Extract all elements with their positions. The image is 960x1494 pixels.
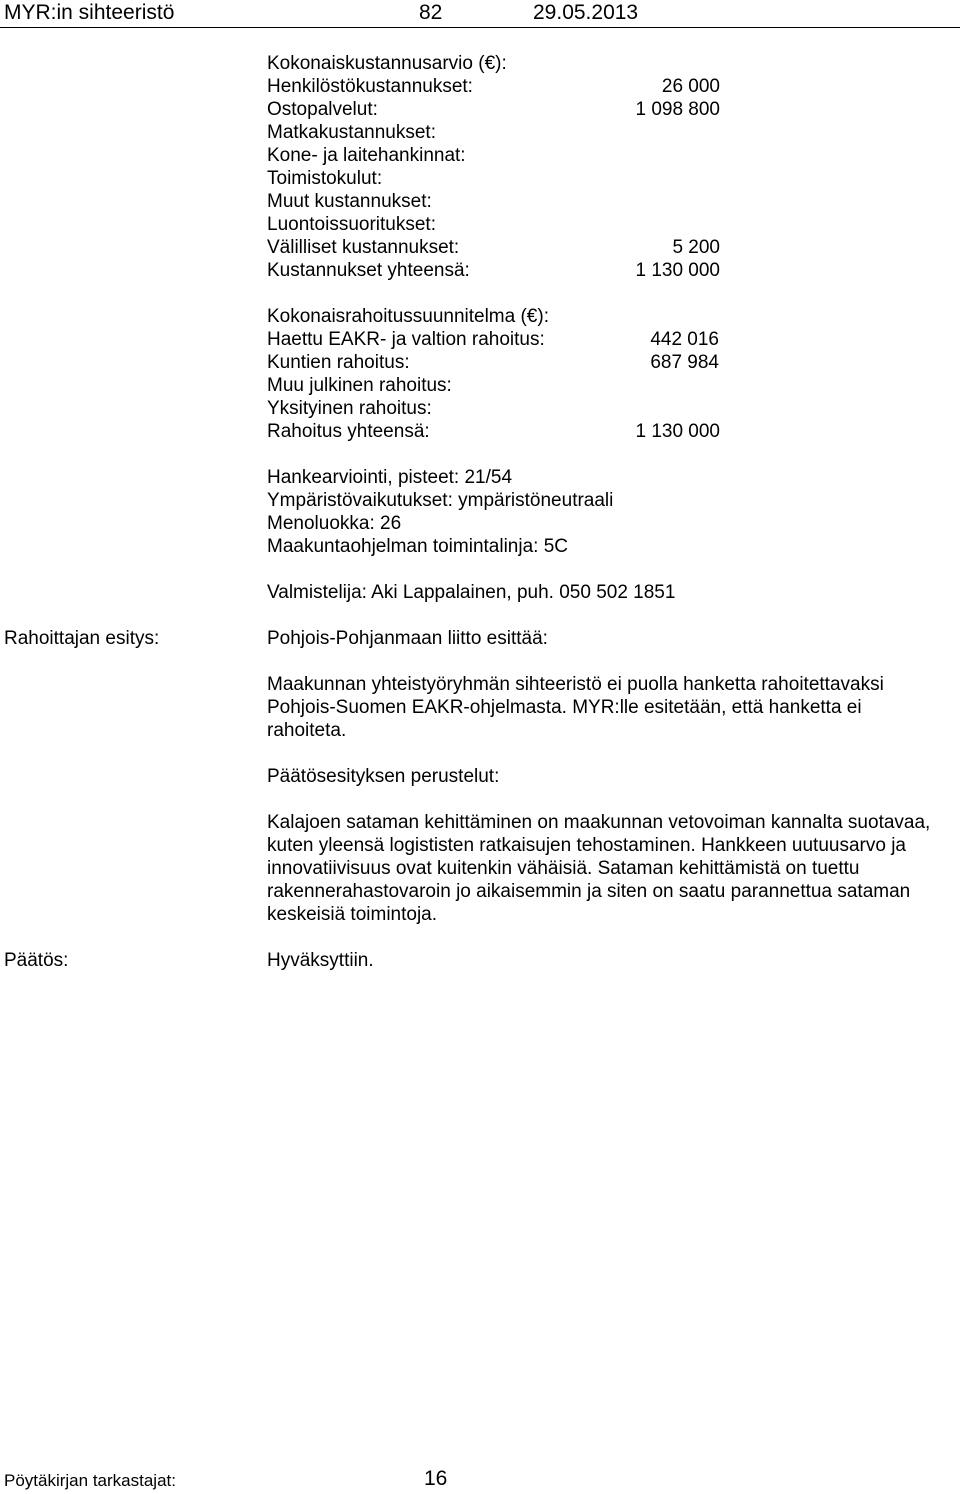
funding-label: Muu julkinen rahoitus: [267, 375, 452, 396]
info-line: Hankearviointi, pisteet: 21/54 [267, 467, 513, 488]
cost-label: Ostopalvelut: [267, 99, 378, 120]
costs-title: Kokonaiskustannusarvio (€): [267, 53, 507, 74]
cost-label: Toimistokulut: [267, 168, 383, 189]
proposal-intro: Pohjois-Pohjanmaan liitto esittää: [267, 628, 548, 649]
header-org: MYR:in sihteeristö [4, 1, 175, 24]
decision-label: Päätös: [4, 950, 69, 971]
info-line: Ympäristövaikutukset: ympäristöneutraali [267, 490, 614, 511]
proposal-label: Rahoittajan esitys: [4, 628, 160, 649]
info-line: Menoluokka: 26 [267, 513, 402, 534]
cost-row [267, 167, 720, 190]
funding-row [267, 328, 720, 351]
funding-value: 1 130 000 [635, 421, 720, 442]
header-divider [0, 27, 960, 28]
funding-label: Rahoitus yhteensä: [267, 421, 430, 442]
cost-label: Kone- ja laitehankinnat: [267, 145, 466, 166]
cost-value: 5 200 [672, 237, 720, 258]
footer-page-number: 16 [424, 1467, 448, 1490]
reasons-text: Kalajoen sataman kehittäminen on maakunnan vetovoiman kannalta suotavaa, kuten yleensä logististen ratkaisujen tehostaminen. Hankkeen uutuusarvo ja innovatiivisuus ovat kuitenkin vähäisiä. Sataman kehittämistä on tuettu rakennerahastovaroin jo aikaisemmin ja siten on saatu parannettua sataman keskeisiä toimintoja. [267, 812, 931, 925]
funding-value: 442 016 [650, 329, 719, 350]
cost-row [267, 75, 720, 98]
cost-row [267, 236, 720, 259]
cost-value: 1 130 000 [635, 260, 720, 281]
funding-value: 687 984 [650, 352, 719, 373]
cost-row [267, 121, 720, 144]
funding-label: Haettu EAKR- ja valtion rahoitus: [267, 329, 545, 350]
funding-row [267, 397, 720, 420]
footer-label: Pöytäkirjan tarkastajat: [4, 1471, 176, 1490]
cost-row [267, 144, 720, 167]
cost-value: 26 000 [661, 76, 720, 97]
proposal-text: Maakunnan yhteistyöryhmän sihteeristö ei puolla hanketta rahoitettavaksi Pohjois-Suomen EAKR-ohjelmasta. MYR:lle esitetään, että hanketta ei rahoiteta. [267, 674, 884, 741]
funding-label: Kuntien rahoitus: [267, 352, 410, 373]
cost-label: Henkilöstökustannukset: [267, 76, 473, 97]
funding-title: Kokonaisrahoitussuunnitelma (€): [267, 306, 549, 327]
funding-row [267, 351, 720, 374]
cost-label: Kustannukset yhteensä: [267, 260, 470, 281]
header-date: 29.05.2013 [533, 1, 639, 24]
cost-total-row [267, 259, 720, 282]
cost-row [267, 213, 720, 236]
cost-label: Välilliset kustannukset: [267, 237, 460, 258]
funding-row [267, 374, 720, 397]
cost-row [267, 98, 720, 121]
funding-total-row [267, 420, 720, 443]
reasons-title: Päätösesityksen perustelut: [267, 766, 500, 787]
funding-label: Yksityinen rahoitus: [267, 398, 432, 419]
info-line: Maakuntaohjelman toimintalinja: 5C [267, 536, 568, 557]
cost-label: Muut kustannukset: [267, 191, 432, 212]
header-page-number: 82 [419, 1, 443, 24]
preparer-line: Valmistelija: Aki Lappalainen, puh. 050 502 1851 [267, 582, 676, 603]
cost-value: 1 098 800 [635, 99, 720, 120]
cost-row [267, 190, 720, 213]
cost-label: Luontoissuoritukset: [267, 214, 436, 235]
decision-text: Hyväksyttiin. [267, 950, 374, 971]
cost-label: Matkakustannukset: [267, 122, 436, 143]
